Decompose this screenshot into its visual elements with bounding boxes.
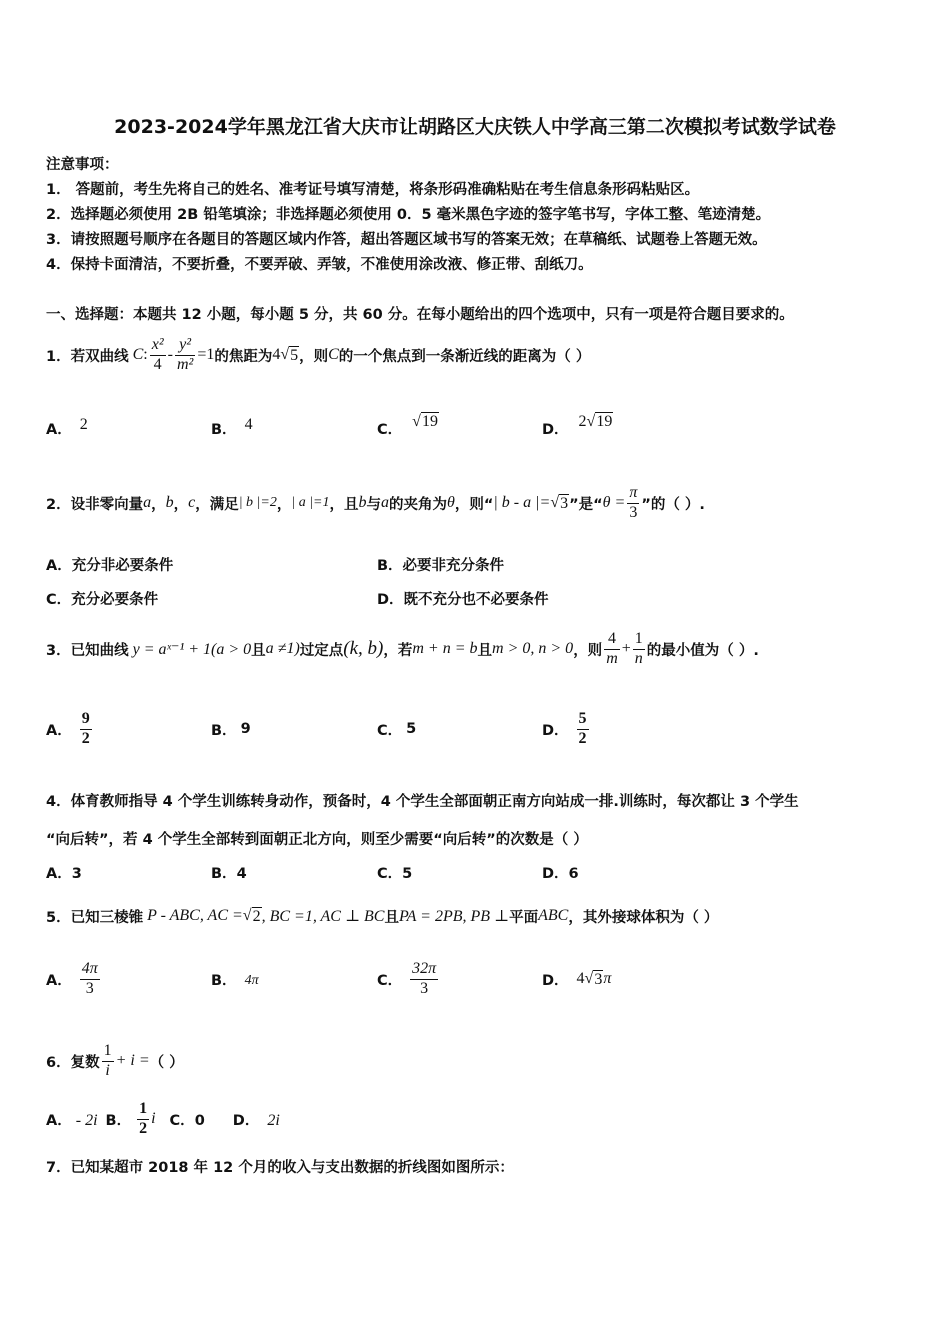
q1-eq: =1 — [197, 346, 215, 363]
q6-option-b[interactable]: B． $\frac{1}{2}$ i — [105, 1100, 156, 1137]
q4-option-a[interactable]: A．3 — [46, 866, 82, 882]
q1-frac-y: $\frac{\text{y²}}{\text{m²}}$ — [176, 336, 194, 373]
q3-option-a[interactable]: A． $\frac{9}{2}$ — [46, 710, 90, 747]
q2-option-d[interactable]: D．既不充分也不必要条件 — [377, 592, 549, 608]
q1-number: 1．若双曲线 — [46, 348, 129, 365]
q1-text-1: 的焦距为 — [214, 348, 273, 365]
q1-option-d[interactable]: D． 2√19 — [542, 413, 613, 438]
q1-option-c[interactable]: C． √19 — [377, 413, 438, 438]
q1-sqrt-symbol: √ — [280, 346, 290, 363]
notice-item-2: 2．选择题必须使用 2B 铅笔填涂；非选择题必须使用 0．5 毫米黑色字迹的签字笔书写，字体工整、笔迹清楚。 — [46, 207, 771, 223]
q6-option-c[interactable]: C．0 — [169, 1112, 205, 1129]
q6-options — [46, 1096, 280, 1142]
notice-item-1: 1． 答题前，考生先将自己的姓名、准考证号填写清楚，将条形码准确粘贴在考生信息条形码粘贴区。 — [46, 182, 700, 198]
q4-option-c[interactable]: C．5 — [377, 866, 413, 882]
q5-option-b[interactable]: B． 4π — [211, 972, 259, 989]
question-6: 6．复数 $\frac{1}{i}$ + i = （ ） — [46, 1042, 184, 1079]
q5-option-a[interactable]: A． $\frac{4\pi}{3}$ — [46, 960, 98, 997]
q4-line-2: “向后转”，若 4 个学生全部转到面朝正北方向，则至少需要“向后转”的次数是（ ） — [46, 832, 588, 848]
question-3: 3．已知曲线 y = aˣ⁻¹ + 1(a > 0 且 a ≠1) 过定点 (k, b) ，若 m + n = b 且 m > 0, n > 0 ，则 $\frac{4}{m}$ + $\frac{1}{n}$ 的最小值为（ ）. — [46, 630, 759, 667]
q1-colon: : — [143, 346, 148, 363]
question-5: 5．已知三棱锥 P - ABC, AC = √ 2 , BC =1, AC ⊥ BC 且 PA = 2PB, PB ⊥ 平面 ABC ，其外接球体积为（ ） — [46, 907, 719, 926]
q5-option-c[interactable]: C． $\frac{32\pi}{3}$ — [377, 960, 437, 997]
notice-heading: 注意事项： — [46, 157, 119, 173]
q2-option-a[interactable]: A．充分非必要条件 — [46, 558, 174, 574]
q1-frac-x: $\frac{\text{x²}}{4}$ — [151, 336, 164, 373]
q3-option-c[interactable]: C． 5 — [377, 721, 417, 739]
q6-option-d[interactable]: D． 2i — [232, 1111, 280, 1129]
q6-option-a[interactable]: A． - 2i — [46, 1111, 98, 1129]
q3-option-d[interactable]: D． $\frac{5}{2}$ — [542, 710, 587, 747]
q1-option-b[interactable]: B． 4 — [211, 416, 253, 438]
q1-radicand: 5 — [290, 346, 299, 364]
q1-focal-coef: 4 — [272, 346, 281, 363]
q3-option-b[interactable]: B． 9 — [211, 721, 251, 739]
notice-item-4: 4．保持卡面清洁，不要折叠，不要弄破、弄皱，不准使用涂改液、修正带、刮纸刀。 — [46, 257, 593, 273]
q4-option-b[interactable]: B．4 — [211, 866, 247, 882]
q1-minus: - — [167, 346, 173, 363]
q1-var-c2: C — [328, 346, 339, 363]
q4-line-1: 4．体育教师指导 4 个学生训练转身动作，预备时，4 个学生全部面朝正南方向站成一排.训练时，每次都让 3 个学生 — [46, 794, 799, 810]
q1-text-2: ，则 — [299, 348, 329, 365]
notice-item-3: 3．请按照题号顺序在各题目的答题区域内作答，超出答题区域书写的答案无效；在草稿纸、试题卷上答题无效。 — [46, 232, 767, 248]
section-heading: 一、选择题：本题共 12 小题，每小题 5 分，共 60 分。在每小题给出的四个选项中，只有一项是符合题目要求的。 — [46, 307, 794, 323]
q2-option-b[interactable]: B．必要非充分条件 — [377, 558, 505, 574]
question-7: 7．已知某超市 2018 年 12 个月的收入与支出数据的折线图如图所示： — [46, 1160, 514, 1176]
question-2: 2．设非零向量 a ， b ， c ，满足 | b |=2 ， | a |=1 ，且 b 与 a 的夹角为 θ ，则“ | b - a |= √ 3 ”是“ θ = $\frac{\pi}{3}$ ”的（ ）. — [46, 484, 705, 521]
q2-option-c[interactable]: C．充分必要条件 — [46, 592, 159, 608]
q4-option-d[interactable]: D．6 — [542, 866, 579, 882]
page-title: 2023-2024学年黑龙江省大庆市让胡路区大庆铁人中学高三第二次模拟考试数学试卷 — [114, 116, 836, 138]
q1-option-a[interactable]: A． 2 — [46, 416, 88, 438]
q1-text-3: 的一个焦点到一条渐近线的距离为（ ） — [338, 348, 591, 365]
question-1 — [46, 332, 590, 378]
q5-option-d[interactable]: D． 4 √ 3 π — [542, 970, 612, 989]
q1-var-c: C — [132, 346, 144, 363]
